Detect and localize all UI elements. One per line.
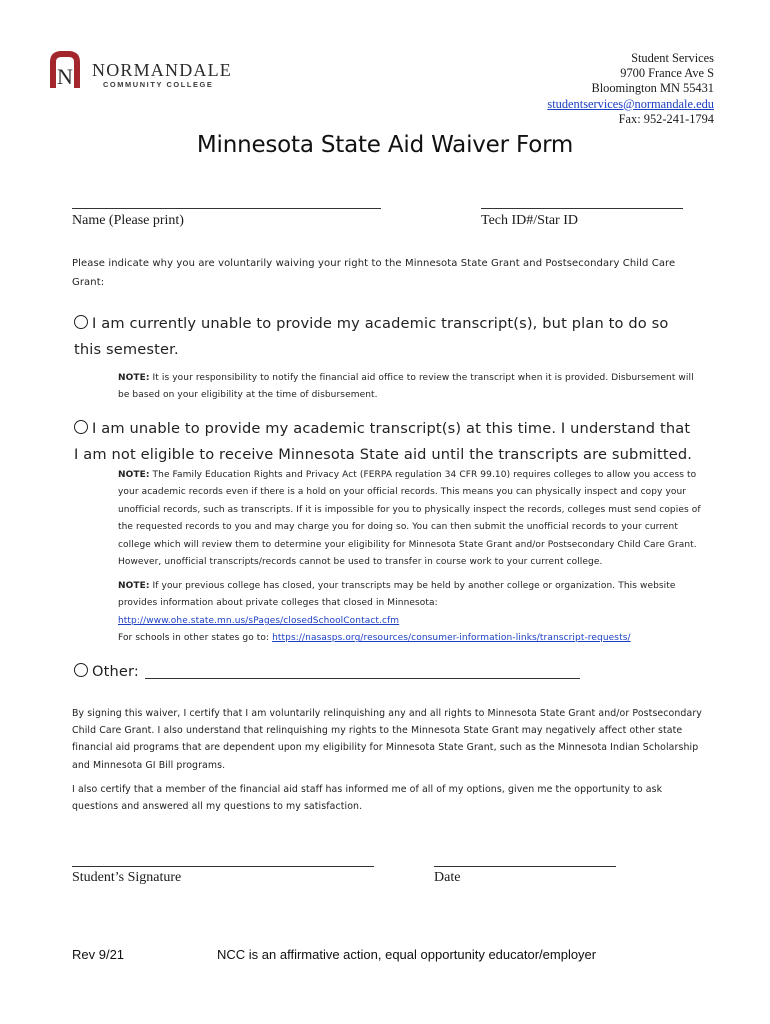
option-2-text: I am unable to provide my academic transcript(s) at this time. I understand that I am not eligible to receive Minnesota State aid until the transcripts are submitted.	[74, 420, 693, 463]
form-title: Minnesota State Aid Waiver Form	[196, 132, 574, 158]
certification-paragraph-1: By signing this waiver, I certify that I am voluntarily relinquishing any and all rights to Minnesota State Grant and/or Postsecondary Child Care Grant. I also understand that relinquishing my rights to the Minnesota State Grant may negatively affect other state financial aid programs that are dependent upon my eligibility for Minnesota State Grant, such as the Minnesota Indian Scholarship and Minnesota GI Bill programs.	[72, 708, 702, 771]
option-2-note-label: NOTE:	[118, 470, 150, 480]
contact-block	[547, 51, 714, 127]
option-1-note-label: NOTE:	[118, 373, 150, 383]
date-label: Date	[434, 870, 461, 885]
contact-address2: Bloomington MN 55431	[591, 81, 714, 96]
option-2-note2	[118, 578, 704, 648]
logo-letter: N	[57, 64, 73, 89]
option-1-note	[118, 370, 700, 405]
option-2-note2-label: NOTE:	[118, 581, 150, 591]
option-1-note-text: It is your responsibility to notify the financial aid office to review the transcript when it is provided. Disbursement will be based on your eligibility at the time of disbursement.	[118, 373, 694, 401]
contact-email-link[interactable]: studentservices@normandale.edu	[547, 96, 714, 111]
option-3-label: Other:	[92, 663, 139, 680]
id-label: Tech ID#/Star ID	[481, 213, 578, 228]
option-2-note2-text: If your previous college has closed, your transcripts may be held by another college or organization. This website provides information about private colleges that closed in Minnesota:	[118, 581, 676, 609]
contact-fax: Fax: 952-241-1794	[618, 111, 714, 126]
name-input-line[interactable]	[72, 208, 381, 209]
signature-input-line[interactable]	[72, 866, 374, 867]
option-3[interactable]	[74, 659, 139, 685]
option-2-note	[118, 467, 704, 571]
college-name: NORMANDALE	[92, 60, 232, 80]
option-1[interactable]	[74, 311, 684, 363]
option-2-note-text: The Family Education Rights and Privacy Act (FERPA regulation 34 CFR 99.10) requires colleges to allow you access to your academic records even if there is a hold on your official records. This means you can physically inspect and copy your unofficial records, such as transcripts. If it is impossible for you to physically inspect the records, colleges must send copies of the requested records to you and may charge you for doing so. You can then submit the unofficial records to your current college which will review them to determine your eligibility for Minnesota State Grant and/or Postsecondary Child Care Grant. However, unofficial transcripts/records cannot be used to transfer in course work to your current college.	[118, 470, 701, 568]
radio-option-2[interactable]	[74, 420, 88, 434]
contact-address1: 9700 France Ave S	[620, 66, 714, 81]
college-subtitle: COMMUNITY COLLEGE	[103, 80, 214, 89]
footer-statement: NCC is an affirmative action, equal opportunity educator/employer	[217, 947, 597, 962]
contact-dept: Student Services	[631, 51, 714, 65]
radio-option-1[interactable]	[74, 315, 88, 329]
date-input-line[interactable]	[434, 866, 616, 867]
college-logo-mark	[46, 48, 82, 92]
id-input-line[interactable]	[481, 208, 683, 209]
transcript-requests-link[interactable]: https://nasasps.org/resources/consumer-information-links/transcript-requests/	[272, 633, 631, 644]
signature-label: Student’s Signature	[72, 870, 182, 885]
other-states-text: For schools in other states go to:	[118, 633, 273, 644]
revision-label: Rev 9/21	[72, 947, 125, 962]
name-label: Name (Please print)	[72, 213, 184, 228]
other-input-line[interactable]	[145, 678, 580, 679]
instructions-text: Please indicate why you are voluntarily waiving your right to the Minnesota State Grant and Postsecondary Child Care Grant:	[72, 258, 676, 288]
radio-option-3[interactable]	[74, 663, 88, 677]
option-1-text: I am currently unable to provide my academic transcript(s), but plan to do so this semester.	[74, 315, 669, 358]
closed-school-link[interactable]: http://www.ohe.state.mn.us/sPages/closedSchoolContact.cfm	[118, 615, 400, 626]
option-2[interactable]	[74, 416, 694, 468]
certification-paragraph-2: I also certify that a member of the financial aid staff has informed me of all of my options, given me the opportunity to ask questions and answered all my questions to my satisfaction.	[72, 784, 663, 813]
